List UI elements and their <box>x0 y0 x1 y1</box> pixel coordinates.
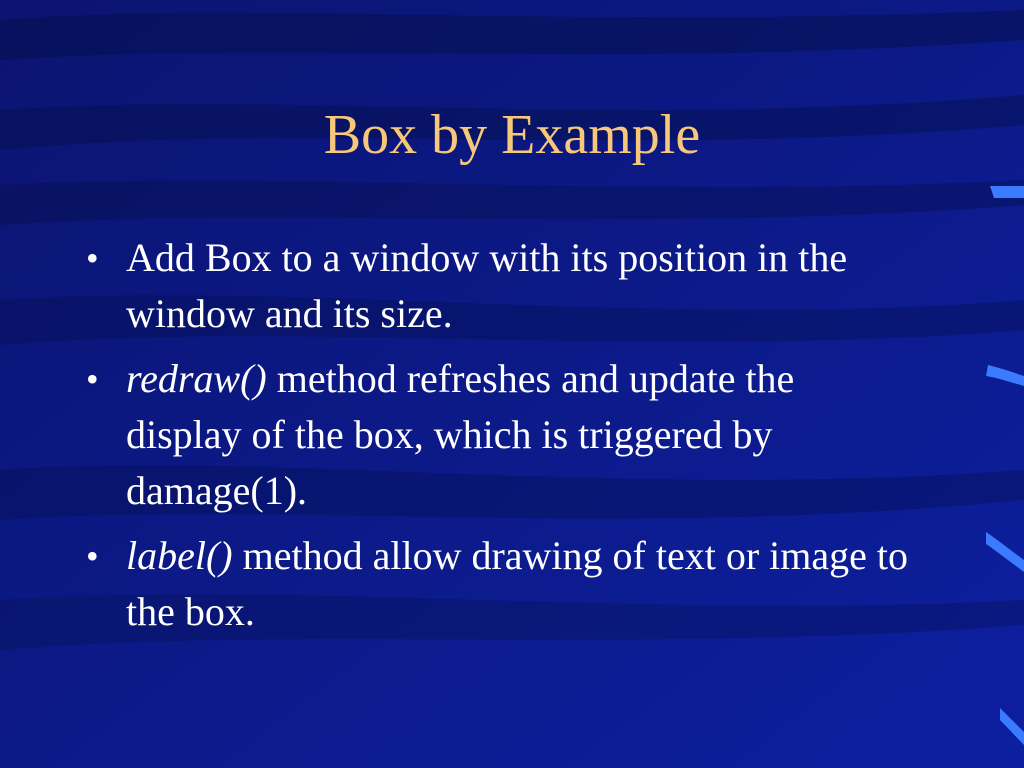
bullet-code: redraw() <box>126 356 267 401</box>
bullet-text: method refreshes and update the display of the box, which is triggered by damage(1). <box>126 356 795 513</box>
bullet-item <box>86 351 916 519</box>
bullet-item <box>86 528 916 640</box>
bullet-marker: • <box>86 359 99 399</box>
bullet-marker: • <box>86 536 99 576</box>
slide-title: Box by Example <box>323 104 701 166</box>
bullet-list <box>86 230 916 649</box>
bullet-item <box>86 230 916 342</box>
bullet-marker: • <box>86 238 99 278</box>
bullet-code: label() <box>126 533 233 578</box>
bullet-text: Add Box to a window with its position in the window and its size. <box>126 235 848 336</box>
bullet-text: method allow drawing of text or image to the box. <box>126 533 909 634</box>
